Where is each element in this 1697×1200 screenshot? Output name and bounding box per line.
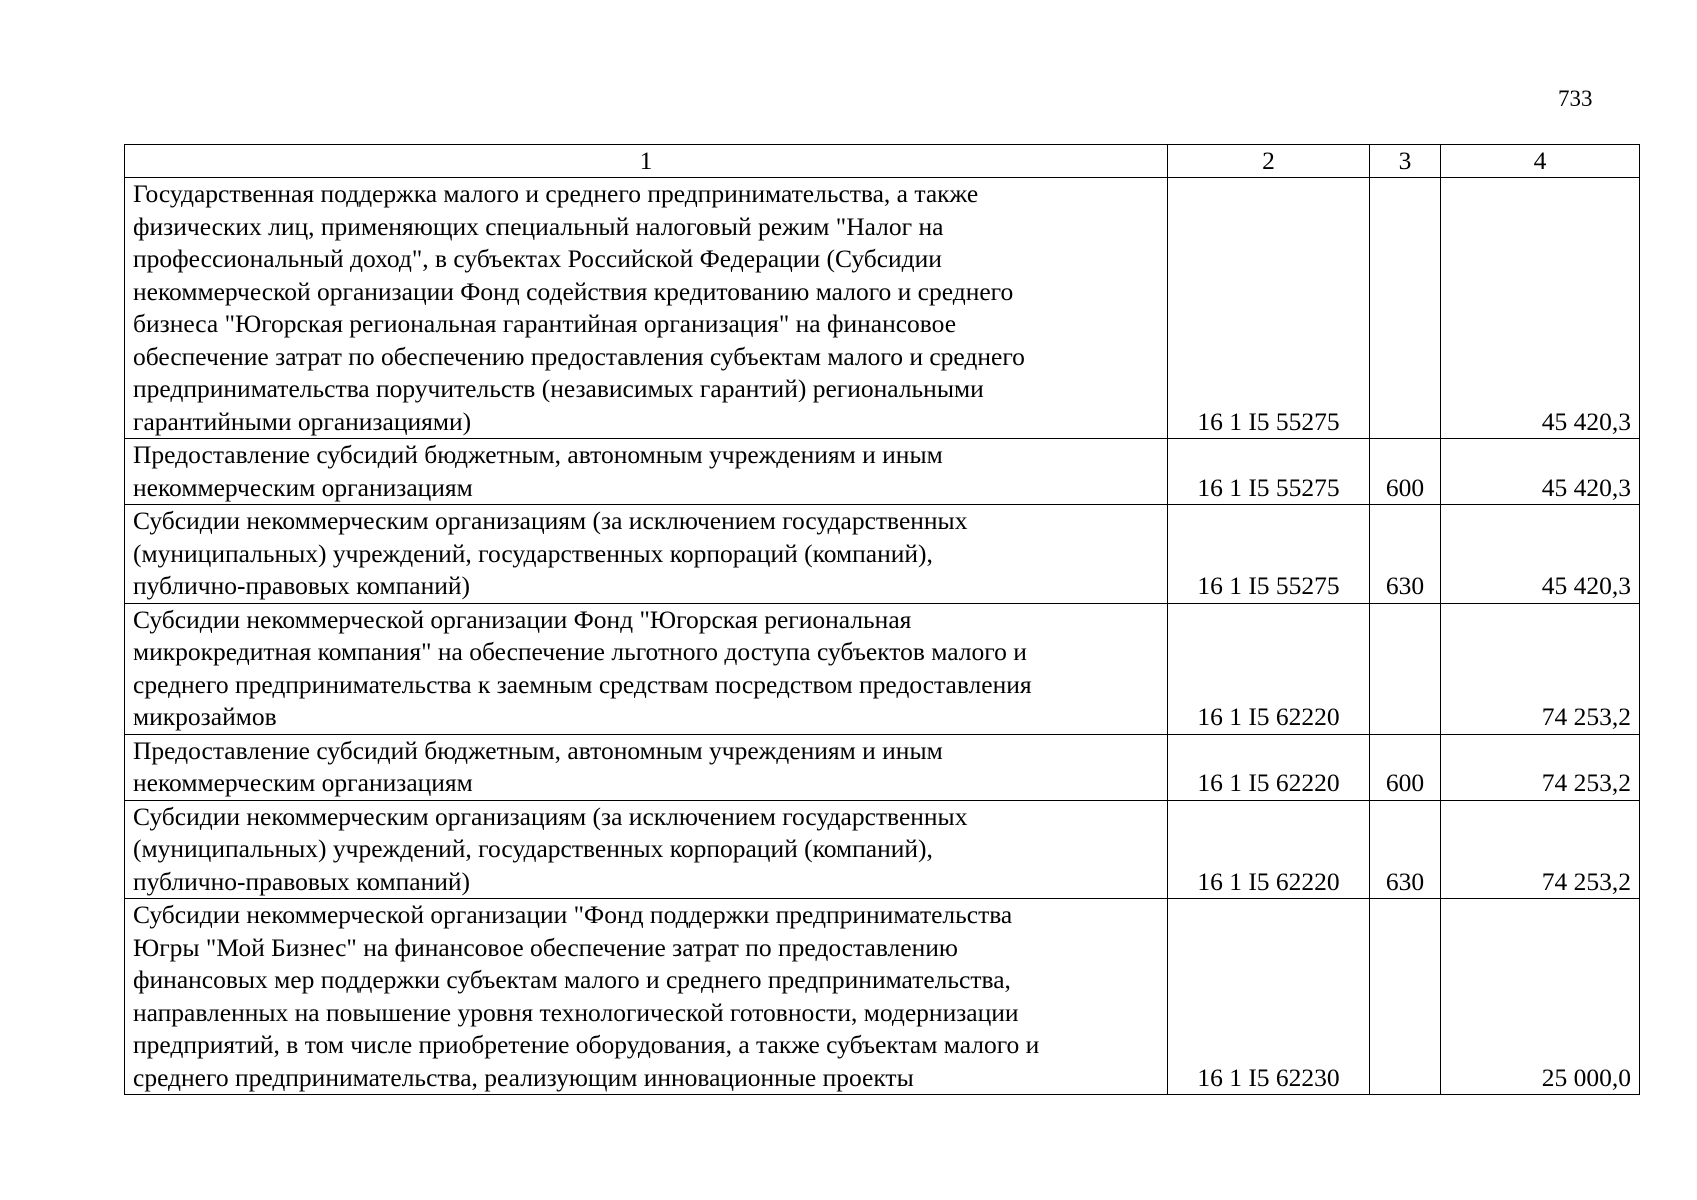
row-name-line: Предоставление субсидий бюджетным, автономным учреждениям и иным (133, 735, 943, 765)
row-amount-cell: 74 253,2 (1441, 800, 1640, 899)
row-name-line: (муниципальных) учреждений, государственных корпораций (компаний), (133, 834, 933, 863)
row-name-line: Субсидии некоммерческим организациям (за исключением государственных (133, 506, 968, 535)
row-name-line: профессиональный доход", в субъектах Российской Федерации (Субсидии (133, 244, 942, 273)
row-amount-cell: 45 420,3 (1441, 178, 1640, 439)
table-row (125, 800, 1640, 899)
row-name-line: предпринимательства поручительств (независимых гарантий) региональными (133, 374, 984, 403)
row-amount-cell: 25 000,0 (1441, 899, 1640, 1095)
header-cell-type: 3 (1370, 145, 1441, 178)
row-name-line: обеспечение затрат по обеспечению предоставления субъектам малого и среднего (133, 341, 1025, 371)
row-name-line: некоммерческой организации Фонд содействия кредитованию малого и среднего (133, 276, 1014, 306)
row-code-cell: 16 1 I5 62230 (1168, 899, 1370, 1095)
row-type-cell: 630 (1370, 800, 1441, 899)
row-type-cell (1370, 178, 1441, 439)
row-amount-cell: 74 253,2 (1441, 603, 1640, 734)
row-name-cell (125, 178, 1168, 439)
row-name-line: некоммерческим организациям (133, 472, 473, 502)
row-type-cell: 600 (1370, 734, 1441, 800)
row-name-line: микрозаймов (133, 702, 277, 731)
page-number: 733 (1558, 86, 1593, 111)
row-amount-cell: 74 253,2 (1441, 734, 1640, 800)
row-amount-cell: 45 420,3 (1441, 505, 1640, 604)
row-name-line: Субсидии некоммерческим организациям (за исключением государственных (133, 801, 968, 831)
row-name-line: финансовых мер поддержки субъектам малого и среднего предпринимательства, (133, 965, 1011, 994)
table-row (125, 734, 1640, 800)
row-name-line: Государственная поддержка малого и среднего предпринимательства, а также (133, 179, 979, 208)
row-name-line: некоммерческим организациям (133, 768, 473, 797)
row-name-cell (125, 505, 1168, 604)
row-name-cell (125, 439, 1168, 505)
row-type-cell (1370, 603, 1441, 734)
row-name-line: бизнеса "Югорская региональная гарантийная организация" на финансовое (133, 309, 957, 338)
table-row (125, 439, 1640, 505)
row-code-cell: 16 1 I5 55275 (1168, 505, 1370, 604)
row-name-cell (125, 603, 1168, 734)
row-name-line: публично-правовых компаний) (133, 571, 471, 600)
row-code-cell: 16 1 I5 55275 (1168, 178, 1370, 439)
row-type-cell: 600 (1370, 439, 1441, 505)
header-cell-name: 1 (125, 145, 1168, 178)
row-code-cell: 16 1 I5 62220 (1168, 800, 1370, 899)
row-name-line: среднего предпринимательства к заемным средствам посредством предоставления (133, 669, 1032, 699)
row-type-cell (1370, 899, 1441, 1095)
row-name-line: физических лиц, применяющих специальный налоговый режим "Налог на (133, 211, 944, 241)
header-cell-amount: 4 (1441, 145, 1640, 178)
row-code-cell: 16 1 I5 55275 (1168, 439, 1370, 505)
row-amount-cell: 45 420,3 (1441, 439, 1640, 505)
row-code-cell: 16 1 I5 62220 (1168, 603, 1370, 734)
table-row (125, 603, 1640, 734)
table-row (125, 899, 1640, 1095)
row-name-line: микрокредитная компания" на обеспечение льготного доступа субъектов малого и (133, 637, 1027, 666)
row-name-line: публично-правовых компаний) (133, 866, 471, 896)
row-name-line: гарантийными организациями) (133, 406, 472, 436)
row-name-cell (125, 800, 1168, 899)
row-name-cell (125, 899, 1168, 1095)
row-code-cell: 16 1 I5 62220 (1168, 734, 1370, 800)
row-name-line: направленных на повышение уровня технологической готовности, модернизации (133, 997, 1019, 1027)
row-name-line: Субсидии некоммерческой организации "Фонд поддержки предпринимательства (133, 900, 1013, 929)
row-name-line: (муниципальных) учреждений, государственных корпораций (компаний), (133, 538, 933, 568)
header-cell-code: 2 (1168, 145, 1370, 178)
row-name-line: Субсидии некоммерческой организации Фонд "Югорская региональная (133, 604, 912, 634)
row-name-line: предприятий, в том числе приобретение оборудования, а также субъектам малого и (133, 1030, 1040, 1059)
row-name-line: среднего предпринимательства, реализующим инновационные проекты (133, 1062, 914, 1092)
row-name-line: Предоставление субсидий бюджетным, автономным учреждениям и иным (133, 440, 943, 469)
row-name-cell (125, 734, 1168, 800)
row-type-cell: 630 (1370, 505, 1441, 604)
row-name-line: Югры "Мой Бизнес" на финансовое обеспечение затрат по предоставлению (133, 932, 958, 962)
table-row (125, 178, 1640, 439)
budget-table (124, 144, 1640, 1095)
header-row (125, 145, 1640, 178)
table-row (125, 505, 1640, 604)
